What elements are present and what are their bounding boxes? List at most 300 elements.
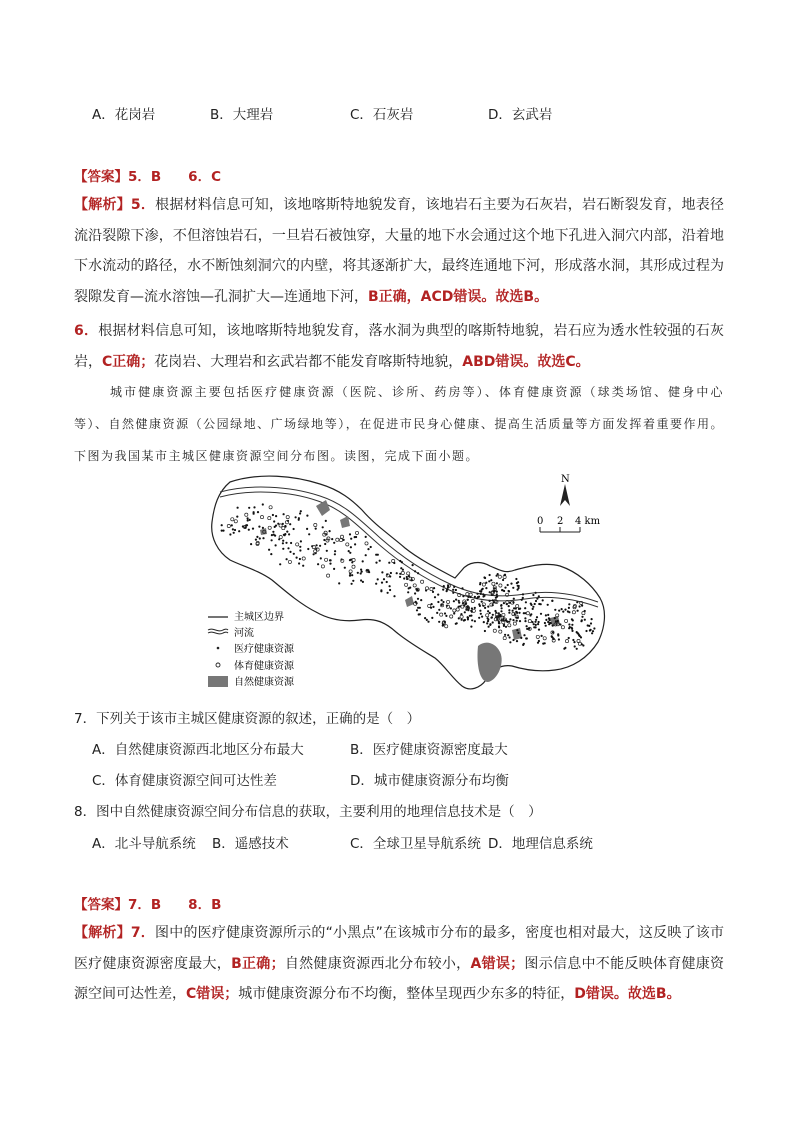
medical-resource-marker bbox=[479, 610, 481, 612]
medical-resource-marker bbox=[489, 600, 491, 602]
medical-resource-marker bbox=[532, 606, 534, 608]
medical-resource-marker bbox=[504, 634, 506, 636]
medical-resource-marker bbox=[436, 612, 438, 614]
sports-resource-marker bbox=[453, 609, 456, 612]
medical-resource-marker bbox=[320, 557, 322, 559]
medical-resource-marker bbox=[467, 596, 469, 598]
medical-resource-marker bbox=[365, 536, 367, 538]
medical-resource-marker bbox=[593, 627, 595, 629]
q8-option-a: A．北斗导航系统 bbox=[92, 836, 196, 852]
medical-resource-marker bbox=[296, 557, 298, 559]
medical-resource-marker bbox=[351, 574, 353, 576]
medical-resource-marker bbox=[334, 550, 336, 552]
medical-resource-marker bbox=[299, 558, 301, 560]
medical-resource-marker bbox=[403, 577, 405, 579]
medical-resource-marker bbox=[306, 528, 308, 530]
sports-resource-marker bbox=[528, 620, 531, 623]
medical-resource-marker bbox=[452, 592, 454, 594]
analysis-correct-2: A错误； bbox=[470, 955, 525, 972]
medical-resource-marker bbox=[545, 614, 547, 616]
medical-resource-marker bbox=[512, 639, 514, 641]
medical-resource-marker bbox=[377, 578, 379, 580]
analysis-correct: C正确； bbox=[102, 353, 155, 370]
medical-resource-marker bbox=[538, 621, 540, 623]
medical-resource-marker bbox=[388, 562, 390, 564]
medical-resource-marker bbox=[379, 560, 381, 562]
medical-resource-marker bbox=[245, 524, 247, 526]
medical-resource-marker bbox=[270, 553, 272, 555]
medical-resource-marker bbox=[557, 620, 559, 622]
medical-resource-marker bbox=[431, 603, 433, 605]
sports-resource-marker bbox=[231, 518, 234, 521]
medical-resource-marker bbox=[529, 614, 531, 616]
medical-resource-marker bbox=[377, 554, 379, 556]
medical-resource-marker bbox=[577, 632, 579, 634]
medical-resource-marker bbox=[350, 538, 352, 540]
q8-stem: 8．图中自然健康资源空间分布信息的获取，主要利用的地理信息技术是（ ） bbox=[74, 804, 542, 820]
medical-resource-marker bbox=[487, 606, 489, 608]
analysis-tag: 【解析】 bbox=[74, 925, 131, 941]
medical-resource-marker bbox=[258, 526, 260, 528]
medical-resource-marker bbox=[259, 537, 261, 539]
medical-resource-marker bbox=[571, 627, 573, 629]
sports-resource-marker bbox=[421, 580, 424, 583]
medical-resource-marker bbox=[532, 594, 534, 596]
medical-resource-marker bbox=[268, 549, 270, 551]
q6-option-b: B．大理岩 bbox=[210, 107, 274, 123]
medical-resource-marker bbox=[455, 599, 457, 601]
sports-resource-marker bbox=[536, 635, 539, 638]
medical-resource-marker bbox=[581, 619, 583, 621]
medical-resource-marker bbox=[453, 612, 455, 614]
answer-text: 7．B 8．B bbox=[128, 897, 222, 913]
medical-resource-marker bbox=[406, 576, 408, 578]
q6-option-c: C．石灰岩 bbox=[350, 107, 414, 123]
medical-resource-marker bbox=[509, 636, 511, 638]
sports-resource-marker bbox=[565, 619, 568, 622]
medical-resource-marker bbox=[461, 619, 463, 621]
medical-resource-marker bbox=[509, 641, 511, 643]
medical-resource-marker bbox=[275, 544, 277, 546]
medical-resource-marker bbox=[322, 526, 324, 528]
medical-resource-marker bbox=[253, 511, 255, 513]
medical-resource-marker bbox=[590, 622, 592, 624]
medical-resource-marker bbox=[389, 585, 391, 587]
sports-resource-marker bbox=[349, 570, 352, 573]
medical-resource-marker bbox=[289, 551, 291, 553]
medical-resource-marker bbox=[299, 549, 301, 551]
medical-resource-marker bbox=[286, 558, 288, 560]
analysis-text-4: 城市健康资源分布不均衡，整体呈现西少东多的特征， bbox=[238, 986, 575, 1002]
medical-resource-marker bbox=[400, 567, 402, 569]
medical-resource-marker bbox=[500, 605, 502, 607]
sports-resource-marker bbox=[286, 516, 289, 519]
medical-resource-marker bbox=[464, 619, 466, 621]
medical-resource-marker bbox=[256, 536, 258, 538]
q8-option-b: B．遥感技术 bbox=[212, 836, 289, 852]
analysis-correct-1: B正确； bbox=[231, 955, 285, 972]
medical-resource-marker bbox=[524, 607, 526, 609]
medical-resource-marker bbox=[455, 589, 457, 591]
medical-resource-marker bbox=[441, 599, 443, 601]
sports-resource-marker bbox=[269, 506, 272, 509]
sports-resource-marker bbox=[440, 613, 443, 616]
medical-resource-marker bbox=[443, 585, 445, 587]
medical-resource-marker bbox=[462, 595, 464, 597]
sports-resource-marker bbox=[352, 558, 355, 561]
sports-resource-marker bbox=[425, 587, 428, 590]
medical-resource-marker bbox=[273, 520, 275, 522]
q7-option-a: A．自然健康资源西北地区分布最大 bbox=[92, 742, 304, 758]
medical-resource-marker bbox=[470, 610, 472, 612]
medical-resource-marker bbox=[445, 615, 447, 617]
medical-resource-marker bbox=[361, 571, 363, 573]
medical-resource-marker bbox=[489, 612, 491, 614]
sports-resource-marker bbox=[577, 639, 580, 642]
medical-resource-marker bbox=[512, 619, 514, 621]
medical-resource-marker bbox=[434, 596, 436, 598]
medical-resource-marker bbox=[271, 539, 273, 541]
medical-resource-marker bbox=[317, 563, 319, 565]
medical-resource-marker bbox=[333, 568, 335, 570]
medical-resource-marker bbox=[501, 589, 503, 591]
sports-resource-marker bbox=[482, 583, 485, 586]
medical-resource-marker bbox=[232, 528, 234, 530]
medical-resource-marker bbox=[577, 610, 579, 612]
medical-resource-marker bbox=[295, 516, 297, 518]
river-line-2 bbox=[220, 492, 598, 607]
analysis-text-3: 图示信息中不能反映体育健康资源空间可达性差， bbox=[74, 955, 725, 1002]
medical-resource-marker bbox=[293, 528, 295, 530]
medical-resource-marker bbox=[496, 593, 498, 595]
legend-natural: 自然健康资源 bbox=[234, 677, 294, 688]
medical-resource-marker bbox=[509, 618, 511, 620]
legend-medical: 医疗健康资源 bbox=[234, 644, 294, 655]
answer-tag: 【答案】 bbox=[74, 897, 128, 913]
sports-resource-marker bbox=[314, 523, 317, 526]
medical-resource-marker bbox=[522, 597, 524, 599]
sports-resource-marker bbox=[346, 543, 349, 546]
medical-resource-marker bbox=[288, 533, 290, 535]
medical-resource-marker bbox=[442, 601, 444, 603]
medical-resource-marker bbox=[484, 577, 486, 579]
q7-stem: 7．下列关于该市主城区健康资源的叙述，正确的是（ ） bbox=[74, 711, 421, 727]
medical-resource-marker bbox=[508, 605, 510, 607]
medical-resource-marker bbox=[494, 590, 496, 592]
medical-resource-marker bbox=[502, 619, 504, 621]
medical-resource-marker bbox=[381, 582, 383, 584]
medical-resource-marker bbox=[585, 630, 587, 632]
medical-resource-marker bbox=[350, 559, 352, 561]
medical-resource-marker bbox=[334, 553, 336, 555]
medical-resource-marker bbox=[528, 628, 530, 630]
sports-resource-marker bbox=[245, 513, 248, 516]
medical-resource-marker bbox=[499, 615, 501, 617]
medical-resource-marker bbox=[551, 600, 553, 602]
medical-resource-marker bbox=[532, 608, 534, 610]
medical-resource-marker bbox=[352, 580, 354, 582]
medical-resource-marker bbox=[414, 592, 416, 594]
medical-resource-marker bbox=[503, 602, 505, 604]
medical-resource-marker bbox=[492, 614, 494, 616]
medical-resource-marker bbox=[555, 620, 557, 622]
medical-resource-marker bbox=[496, 591, 498, 593]
medical-resource-marker bbox=[253, 506, 255, 508]
medical-resource-marker bbox=[349, 552, 351, 554]
medical-resource-marker bbox=[299, 512, 301, 514]
medical-resource-marker bbox=[262, 503, 264, 505]
sports-resource-marker bbox=[365, 542, 368, 545]
medical-resource-marker bbox=[244, 526, 246, 528]
medical-resource-marker bbox=[518, 612, 520, 614]
sports-resource-marker bbox=[430, 588, 433, 591]
sports-resource-marker bbox=[279, 524, 282, 527]
medical-resource-marker bbox=[426, 619, 428, 621]
medical-resource-marker bbox=[521, 599, 523, 601]
sports-resource-marker bbox=[456, 608, 459, 611]
medical-resource-marker bbox=[512, 601, 514, 603]
medical-resource-marker bbox=[492, 599, 494, 601]
medical-resource-marker bbox=[437, 601, 439, 603]
medical-resource-marker bbox=[453, 586, 455, 588]
medical-resource-marker bbox=[417, 607, 419, 609]
medical-resource-marker bbox=[524, 617, 526, 619]
medical-resource-marker bbox=[338, 582, 340, 584]
medical-resource-marker bbox=[564, 647, 566, 649]
medical-resource-marker bbox=[375, 562, 377, 564]
medical-resource-marker bbox=[282, 548, 284, 550]
analysis-tag: 【解析】 bbox=[74, 197, 131, 213]
medical-resource-marker bbox=[393, 562, 395, 564]
medical-resource-marker bbox=[248, 529, 250, 531]
medical-resource-marker bbox=[478, 603, 480, 605]
sports-resource-marker bbox=[327, 574, 330, 577]
medical-resource-marker bbox=[497, 573, 499, 575]
medical-resource-marker bbox=[444, 612, 446, 614]
medical-resource-marker bbox=[326, 550, 328, 552]
medical-resource-marker bbox=[478, 617, 480, 619]
medical-resource-marker bbox=[255, 539, 257, 541]
sports-resource-marker bbox=[461, 605, 464, 608]
medical-resource-marker bbox=[348, 550, 350, 552]
map-legend bbox=[208, 617, 228, 687]
analysis-correct-4: D错误。故选B。 bbox=[574, 986, 681, 1002]
sports-resource-marker bbox=[508, 624, 511, 627]
medical-resource-marker bbox=[523, 634, 525, 636]
q7-option-b: B．医疗健康资源密度最大 bbox=[350, 742, 508, 758]
medical-resource-marker bbox=[390, 572, 392, 574]
answer-5-6 bbox=[74, 165, 221, 185]
medical-resource-marker bbox=[250, 543, 252, 545]
sports-resource-marker bbox=[268, 526, 271, 529]
medical-resource-marker bbox=[579, 605, 581, 607]
medical-resource-marker bbox=[272, 531, 274, 533]
medical-resource-marker bbox=[452, 589, 454, 591]
medical-resource-marker bbox=[568, 623, 570, 625]
medical-resource-marker bbox=[571, 618, 573, 620]
analysis-text-1: 图中的医疗健康资源所示的“小黑点”在该城市分布的最多，密度也相对最大，这反映了该市医疗健康资源密度最大， bbox=[74, 925, 724, 972]
medical-resource-marker bbox=[474, 596, 476, 598]
medical-resource-marker bbox=[282, 540, 284, 542]
q7-option-c: C．体育健康资源空间可达性差 bbox=[92, 773, 277, 789]
medical-resource-marker bbox=[274, 535, 276, 537]
analysis-text: 根据材料信息可知，该地喀斯特地貌发育，该地岩石主要为石灰岩，岩石断裂发育，地表径流沿裂隙下渗，不但溶蚀岩石，一旦岩石被蚀穿，大量的地下水会通过这个地下孔进入洞穴内部，沿着地下水流动的路径，水不断蚀刻洞穴的内壁，将其逐渐扩大，最终连通地下河，形成落水洞，其形成过程为裂隙发育—流水溶蚀—孔洞扩大—连通地下河， bbox=[74, 197, 725, 305]
medical-resource-marker bbox=[581, 605, 583, 607]
medical-resource-marker bbox=[286, 531, 288, 533]
medical-resource-marker bbox=[524, 620, 526, 622]
medical-resource-marker bbox=[432, 591, 434, 593]
medical-resource-marker bbox=[517, 589, 519, 591]
medical-resource-marker bbox=[380, 589, 382, 591]
medical-resource-marker bbox=[522, 644, 524, 646]
medical-resource-marker bbox=[574, 645, 576, 647]
medical-resource-marker bbox=[554, 617, 556, 619]
analysis-text-2: 花岗岩、大理岩和玄武岩都不能发育喀斯特地貌， bbox=[154, 353, 463, 370]
sports-resource-marker bbox=[471, 599, 474, 602]
medical-resource-marker bbox=[430, 607, 432, 609]
medical-resource-marker bbox=[514, 613, 516, 615]
sports-resource-marker bbox=[499, 584, 502, 587]
medical-resource-marker bbox=[526, 637, 528, 639]
medical-resource-marker bbox=[438, 609, 440, 611]
medical-resource-marker bbox=[424, 617, 426, 619]
medical-resource-marker bbox=[262, 527, 264, 529]
sports-resource-marker bbox=[355, 531, 358, 534]
medical-resource-marker bbox=[323, 539, 325, 541]
medical-resource-marker bbox=[383, 578, 385, 580]
medical-resource-marker bbox=[581, 616, 583, 618]
sports-resource-marker bbox=[268, 517, 271, 520]
health-resource-map bbox=[200, 470, 610, 695]
medical-resource-marker bbox=[481, 616, 483, 618]
medical-resource-marker bbox=[307, 548, 309, 550]
medical-resource-marker bbox=[387, 592, 389, 594]
medical-resource-marker bbox=[279, 563, 281, 565]
medical-resource-marker bbox=[282, 542, 284, 544]
medical-resource-marker bbox=[221, 530, 223, 532]
medical-resource-marker bbox=[516, 640, 518, 642]
medical-resource-marker bbox=[329, 530, 331, 532]
medical-resource-marker bbox=[507, 634, 509, 636]
medical-resource-marker bbox=[533, 626, 535, 628]
medical-resource-marker bbox=[396, 572, 398, 574]
medical-resource-marker bbox=[469, 615, 471, 617]
medical-resource-marker bbox=[360, 572, 362, 574]
legend-boundary: 主城区边界 bbox=[234, 612, 284, 623]
medical-resource-marker bbox=[487, 617, 489, 619]
medical-resource-marker bbox=[285, 542, 287, 544]
medical-resource-marker bbox=[489, 591, 491, 593]
medical-resource-marker bbox=[315, 528, 317, 530]
medical-resource-marker bbox=[512, 587, 514, 589]
sports-resource-marker bbox=[572, 611, 575, 614]
medical-resource-marker bbox=[561, 608, 563, 610]
medical-resource-marker bbox=[517, 632, 519, 634]
medical-resource-marker bbox=[526, 628, 528, 630]
medical-resource-marker bbox=[313, 553, 315, 555]
medical-resource-marker bbox=[568, 607, 570, 609]
medical-resource-marker bbox=[492, 604, 494, 606]
medical-resource-marker bbox=[592, 630, 594, 632]
medical-resource-marker bbox=[415, 601, 417, 603]
natural-patch bbox=[316, 500, 330, 516]
medical-resource-marker bbox=[557, 633, 559, 635]
medical-resource-marker bbox=[416, 609, 418, 611]
medical-resource-marker bbox=[526, 625, 528, 627]
medical-resource-marker bbox=[360, 579, 362, 581]
medical-resource-marker bbox=[531, 621, 533, 623]
medical-resource-marker bbox=[506, 621, 508, 623]
medical-resource-marker bbox=[470, 626, 472, 628]
medical-resource-marker bbox=[481, 589, 483, 591]
medical-resource-marker bbox=[502, 579, 504, 581]
sports-resource-marker bbox=[565, 640, 568, 643]
medical-resource-marker bbox=[584, 619, 586, 621]
medical-resource-marker bbox=[534, 603, 536, 605]
medical-resource-marker bbox=[399, 576, 401, 578]
medical-resource-marker bbox=[558, 610, 560, 612]
map-svg bbox=[200, 470, 610, 695]
medical-resource-marker bbox=[533, 623, 535, 625]
medical-resource-marker bbox=[464, 611, 466, 613]
material-paragraph: 城市健康资源主要包括医疗健康资源（医院、诊所、药房等）、体育健康资源（球类场馆、健身中心等）、自然健康资源（公园绿地、广场绿地等），在促进市民身心健康、提高生活质量等方面发挥着重要作用。下图为我国某市主城区健康资源空间分布图。读图，完成下面小题。 bbox=[74, 385, 724, 463]
medical-resource-marker bbox=[442, 625, 444, 627]
medical-resource-marker bbox=[458, 617, 460, 619]
sports-resource-marker bbox=[302, 557, 305, 560]
medical-resource-marker bbox=[362, 560, 364, 562]
medical-resource-marker bbox=[501, 607, 503, 609]
medical-resource-marker bbox=[229, 533, 231, 535]
medical-resource-marker bbox=[432, 606, 434, 608]
medical-resource-marker bbox=[547, 621, 549, 623]
medical-resource-marker bbox=[568, 603, 570, 605]
medical-resource-marker bbox=[231, 524, 233, 526]
q8-option-c: C．全球卫星导航系统 bbox=[350, 836, 481, 852]
medical-resource-marker bbox=[284, 526, 286, 528]
medical-resource-marker bbox=[571, 624, 573, 626]
medical-resource-marker bbox=[488, 580, 490, 582]
medical-resource-marker bbox=[450, 607, 452, 609]
scale-label-2: 2 bbox=[557, 516, 564, 527]
medical-resource-marker bbox=[354, 543, 356, 545]
analysis-correct-3: C错误； bbox=[186, 986, 239, 1002]
medical-resource-marker bbox=[538, 603, 540, 605]
medical-resource-marker bbox=[493, 601, 495, 603]
medical-resource-marker bbox=[525, 601, 527, 603]
medical-resource-marker bbox=[389, 589, 391, 591]
medical-resource-marker bbox=[221, 524, 223, 526]
medical-resource-marker bbox=[515, 578, 517, 580]
medical-resource-marker bbox=[576, 601, 578, 603]
medical-resource-marker bbox=[344, 567, 346, 569]
medical-resource-marker bbox=[399, 573, 401, 575]
natural-patch bbox=[405, 596, 414, 607]
medical-resource-marker bbox=[467, 599, 469, 601]
medical-resource-marker bbox=[349, 533, 351, 535]
medical-resource-marker bbox=[518, 585, 520, 587]
medical-resource-marker bbox=[513, 598, 515, 600]
medical-resource-marker bbox=[418, 613, 420, 615]
medical-resource-marker bbox=[414, 570, 416, 572]
medical-resource-marker bbox=[564, 609, 566, 611]
medical-resource-marker bbox=[554, 609, 556, 611]
medical-resource-marker bbox=[444, 621, 446, 623]
medical-resource-marker bbox=[302, 565, 304, 567]
medical-resource-marker bbox=[541, 635, 543, 637]
medical-resource-marker bbox=[370, 546, 372, 548]
medical-resource-marker bbox=[299, 546, 301, 548]
medical-resource-marker bbox=[482, 595, 484, 597]
